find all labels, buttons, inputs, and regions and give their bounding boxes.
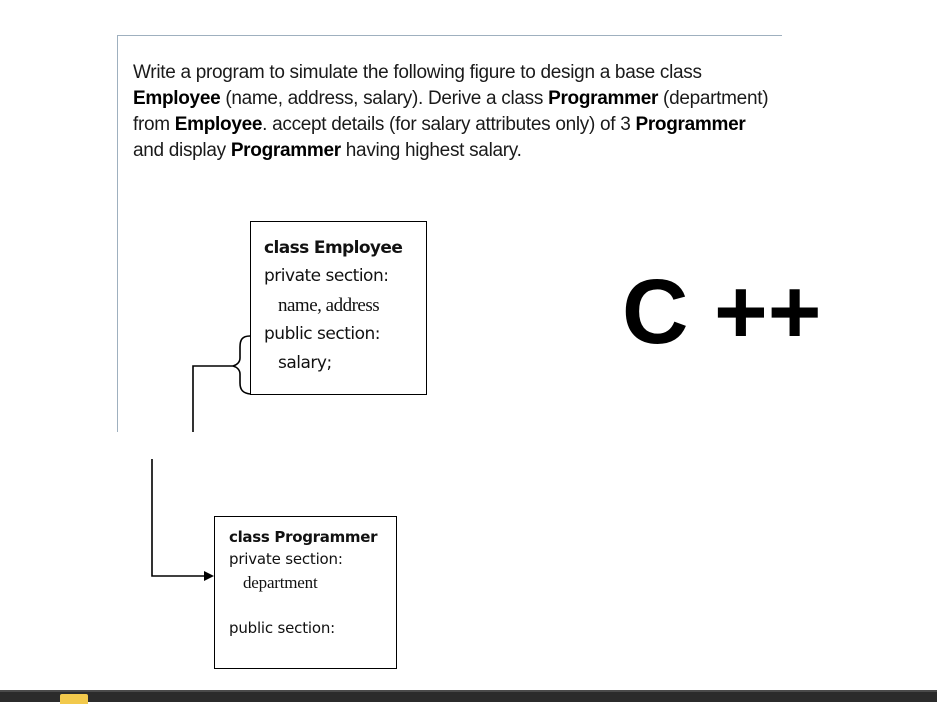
programmer-private-label: private section: <box>229 550 343 568</box>
question-line-2-text: (name, address, salary). Derive a class <box>220 88 549 109</box>
question-line-4-head: and display <box>133 140 231 161</box>
file-explorer-icon[interactable] <box>60 694 88 704</box>
employee-private-label: private section: <box>264 266 389 286</box>
arrow-head-icon <box>204 571 214 581</box>
programmer-keyword: Programmer <box>635 114 746 135</box>
taskbar <box>0 690 937 702</box>
question-line-4-tail: having highest salary. <box>340 140 522 161</box>
programmer-keyword: Programmer <box>230 140 341 161</box>
connector-line-upper <box>193 366 233 432</box>
spacer <box>229 594 396 617</box>
programmer-class-title: class Programmer <box>229 528 378 546</box>
programmer-private-members: department <box>243 573 318 592</box>
employee-private-members: name, address <box>278 295 380 316</box>
programmer-keyword: Programmer <box>548 88 659 109</box>
question-line-3-text: . accept details (for salary attributes only) of 3 <box>262 114 636 135</box>
employee-keyword: Employee <box>133 88 221 109</box>
question-line-2-tail: (department) <box>658 88 769 109</box>
employee-class-title: class Employee <box>264 238 403 258</box>
connector-line-lower <box>152 459 206 576</box>
language-label: C ++ <box>622 261 822 363</box>
question-line-1-text: Write a program to simulate the following figure to design a base class <box>133 62 702 83</box>
programmer-class-box <box>214 516 397 669</box>
question-line-3-head: from <box>133 114 175 135</box>
employee-class-box <box>250 221 427 395</box>
programmer-public-label: public section: <box>229 619 335 637</box>
curly-brace <box>233 336 250 394</box>
employee-public-members: salary; <box>278 353 332 373</box>
employee-public-label: public section: <box>264 324 381 344</box>
employee-keyword: Employee <box>174 114 263 135</box>
